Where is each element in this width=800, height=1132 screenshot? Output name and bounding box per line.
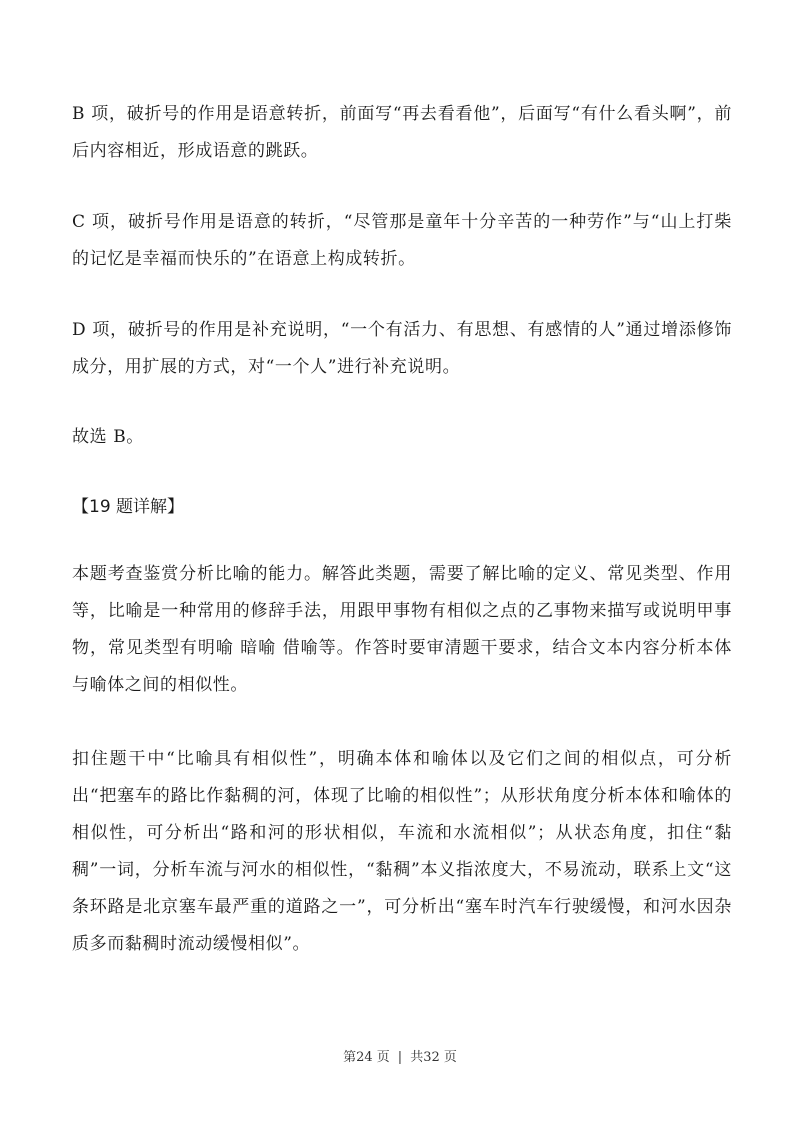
footer-separator: | xyxy=(397,1050,403,1065)
page-footer xyxy=(0,1046,800,1065)
page-total: 共32 页 xyxy=(410,1050,457,1065)
paragraph-option-d: D 项，破折号的作用是补充说明，“一个有活力、有思想、有感情的人”通过增添修饰成分，用扩展的方式，对“一个人”进行补充说明。 xyxy=(72,320,732,377)
section-heading: 【19 题详解】 xyxy=(72,497,185,517)
paragraph-option-c: C 项，破折号作用是语意的转折，“尽管那是童年十分辛苦的一种劳作”与“山上打柴的记忆是幸福而快乐的”在语意上构成转折。 xyxy=(72,212,732,269)
page-number: 第24 页 xyxy=(343,1050,390,1065)
paragraph-explanation: 本题考查鉴赏分析比喻的能力。解答此类题，需要了解比喻的定义、常见类型、作用等，比喻是一种常用的修辞手法，用跟甲事物有相似之点的乙事物来描写或说明甲事物，常见类型有明喻 暗喻 借喻等。作答时要审清题干要求，结合文本内容分析本体与喻体之间的相似性。 xyxy=(72,564,732,695)
paragraph-option-b: B 项，破折号的作用是语意转折，前面写“再去看看他”，后面写“有什么看头啊”，前后内容相近，形成语意的跳跃。 xyxy=(72,104,732,161)
paragraph-answer: 故选 B。 xyxy=(72,427,144,447)
paragraph-analysis: 扣住题干中“比喻具有相似性”，明确本体和喻体以及它们之间的相似点，可分析出“把塞车的路比作黏稠的河，体现了比喻的相似性”；从形状角度分析本体和喻体的相似性，可分析出“路和河的形状相似，车流和水流相似”；从状态角度，扣住“黏稠”一词，分析车流与河水的相似性，“黏稠”本义指浓度大，不易流动，联系上文“这条环路是北京塞车最严重的道路之一”，可分析出“塞车时汽车行驶缓慢，和河水因杂质多而黏稠时流动缓慢相似”。 xyxy=(72,749,732,954)
